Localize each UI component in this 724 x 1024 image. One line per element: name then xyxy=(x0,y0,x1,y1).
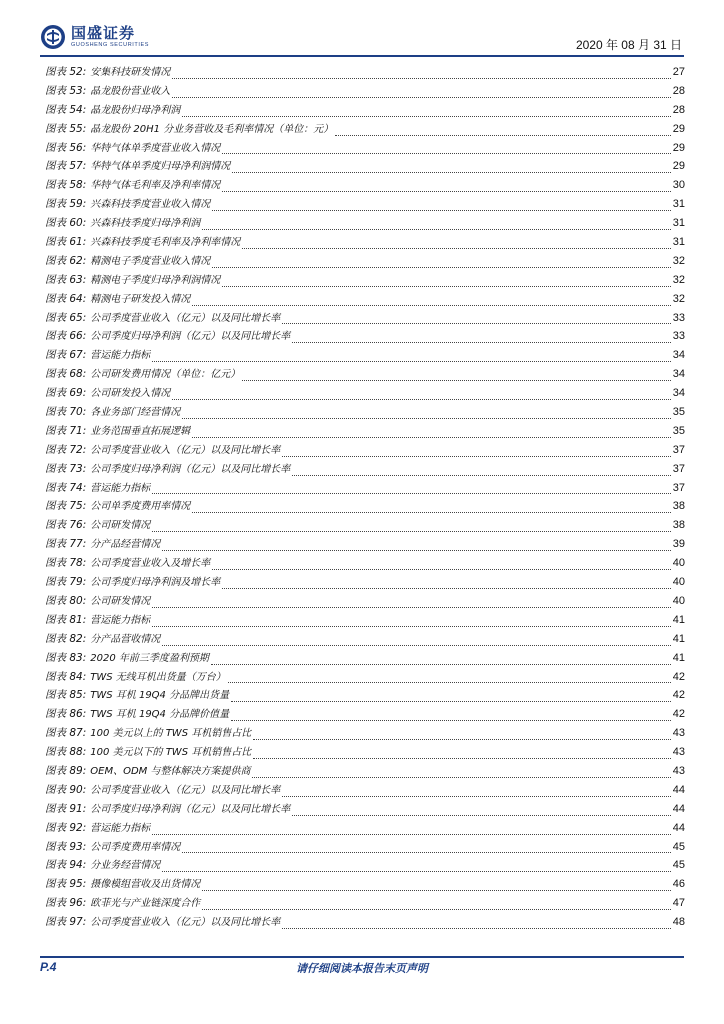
toc-entry[interactable] xyxy=(45,403,685,422)
toc-leader-dots xyxy=(282,455,671,457)
toc-entry-number: 图表 77: xyxy=(45,538,87,551)
toc-entry-page: 28 xyxy=(672,84,685,97)
toc-entry-number: 图表 71: xyxy=(45,424,87,437)
toc-entry[interactable] xyxy=(45,309,685,328)
toc-leader-dots xyxy=(222,152,671,154)
toc-entry-page: 32 xyxy=(672,292,685,305)
toc-entry-page: 46 xyxy=(672,878,685,891)
toc-leader-dots xyxy=(152,360,671,362)
toc-entry-page: 43 xyxy=(672,746,685,759)
toc-entry-number: 图表 64: xyxy=(45,292,87,305)
toc-entry-page: 38 xyxy=(672,500,685,513)
toc-entry-number: 图表 63: xyxy=(45,273,87,286)
guosheng-logo-icon xyxy=(40,24,66,50)
toc-entry-title: 分业务经营情况 xyxy=(90,860,161,872)
header-divider xyxy=(40,55,684,57)
toc-entry-page: 42 xyxy=(672,670,685,683)
toc-entry-page: 28 xyxy=(672,103,685,116)
toc-entry-title: 公司季度归母净利润及增长率 xyxy=(90,577,221,589)
toc-entry-page: 37 xyxy=(672,462,685,475)
footer-disclaimer: 请仔细阅读本报告末页声明 xyxy=(296,962,428,975)
toc-entry-title: 各业务部门经营情况 xyxy=(90,407,181,419)
toc-entry-page: 29 xyxy=(672,141,685,154)
toc-entry[interactable] xyxy=(45,101,685,120)
toc-leader-dots xyxy=(292,341,671,343)
toc-entry-number: 图表 57: xyxy=(45,160,87,173)
toc-leader-dots xyxy=(282,795,671,797)
toc-entry-number: 图表 55: xyxy=(45,122,87,135)
toc-entry[interactable] xyxy=(45,327,685,346)
toc-entry-title: TWS 无线耳机出货量（万台） xyxy=(90,671,226,683)
toc-entry-number: 图表 97: xyxy=(45,916,87,929)
toc-entry-number: 图表 82: xyxy=(45,632,87,645)
toc-entry-page: 34 xyxy=(672,349,685,362)
toc-entry-number: 图表 84: xyxy=(45,670,87,683)
toc-entry[interactable] xyxy=(45,384,685,403)
toc-entry[interactable] xyxy=(45,63,685,82)
toc-leader-dots xyxy=(212,209,671,211)
toc-leader-dots xyxy=(231,700,671,702)
toc-entry[interactable] xyxy=(45,346,685,365)
toc-entry-page: 37 xyxy=(672,481,685,494)
toc-leader-dots xyxy=(192,511,671,513)
toc-entry[interactable] xyxy=(45,120,685,139)
toc-entry-title: 公司研发情况 xyxy=(90,595,151,607)
toc-entry-title: 晶龙股份归母净利润 xyxy=(90,104,181,116)
toc-entry-number: 图表 67: xyxy=(45,349,87,362)
toc-entry[interactable] xyxy=(45,516,685,535)
toc-entry-number: 图表 89: xyxy=(45,764,87,777)
toc-entry-number: 图表 76: xyxy=(45,519,87,532)
toc-entry-number: 图表 87: xyxy=(45,727,87,740)
toc-entry[interactable] xyxy=(45,479,685,498)
toc-leader-dots xyxy=(172,398,671,400)
toc-entry-title: 华特气体单季度归母净利润情况 xyxy=(90,161,231,173)
toc-entry-title: 公司季度归母净利润（亿元）以及同比增长率 xyxy=(90,331,291,343)
toc-entry-title: 摄像模组营收及出货情况 xyxy=(90,879,201,891)
toc-entry-title: 精测电子季度营业收入情况 xyxy=(90,255,211,267)
toc-leader-dots xyxy=(252,776,670,778)
toc-entry[interactable] xyxy=(45,157,685,176)
toc-entry-title: 安集科技研发情况 xyxy=(90,67,171,78)
toc-entry-page: 43 xyxy=(672,764,685,777)
toc-entry-page: 27 xyxy=(672,66,685,78)
toc-entry-page: 40 xyxy=(672,594,685,607)
toc-entry[interactable] xyxy=(45,668,685,687)
toc-entry[interactable] xyxy=(45,875,685,894)
toc-entry-number: 图表 59: xyxy=(45,198,87,211)
toc-leader-dots xyxy=(212,266,671,268)
toc-entry-page: 45 xyxy=(672,840,685,853)
toc-entry-page: 40 xyxy=(672,576,685,589)
toc-entry-page: 48 xyxy=(672,916,685,929)
toc-entry-number: 图表 94: xyxy=(45,859,87,872)
toc-leader-dots xyxy=(152,625,671,627)
toc-entry-number: 图表 90: xyxy=(45,783,87,796)
toc-entry-title: 分产品营收情况 xyxy=(90,633,161,645)
toc-leader-dots xyxy=(182,115,671,117)
toc-entry-title: 公司季度营业收入及增长率 xyxy=(90,558,211,570)
toc-entry-number: 图表 54: xyxy=(45,103,87,116)
toc-entry-number: 图表 95: xyxy=(45,878,87,891)
toc-entry-title: 营运能力指标 xyxy=(90,350,151,362)
toc-entry-page: 29 xyxy=(672,122,685,135)
toc-entry[interactable] xyxy=(45,497,685,516)
toc-entry-page: 37 xyxy=(672,443,685,456)
toc-entry[interactable] xyxy=(45,460,685,479)
page-header xyxy=(0,0,724,60)
toc-leader-dots xyxy=(232,171,671,173)
toc-entry-title: 华特气体毛利率及净利率情况 xyxy=(90,180,221,192)
toc-entry[interactable] xyxy=(45,176,685,195)
brand-name-en: GUOSHENG SECURITIES xyxy=(71,42,150,48)
toc-entry-title: 华特气体单季度营业收入情况 xyxy=(90,142,221,154)
toc-entry-page: 32 xyxy=(672,254,685,267)
brand-logo xyxy=(40,22,149,52)
report-date: 2020 年 08 月 31 日 xyxy=(575,38,682,52)
toc-leader-dots xyxy=(242,379,671,381)
toc-entry-title: 营运能力指标 xyxy=(90,822,151,834)
toc-leader-dots xyxy=(282,322,671,324)
toc-entry-number: 图表 62: xyxy=(45,254,87,267)
toc-leader-dots xyxy=(292,814,671,816)
toc-entry[interactable] xyxy=(45,686,685,705)
toc-entry-page: 39 xyxy=(672,538,685,551)
toc-entry[interactable] xyxy=(45,743,685,762)
toc-leader-dots xyxy=(152,492,671,494)
toc-entry-page: 30 xyxy=(672,179,685,192)
toc-entry-page: 41 xyxy=(672,651,685,664)
toc-entry-number: 图表 96: xyxy=(45,897,87,910)
toc-entry[interactable] xyxy=(45,290,685,309)
toc-leader-dots xyxy=(182,851,671,853)
toc-entry-page: 34 xyxy=(672,387,685,400)
toc-entry-page: 31 xyxy=(672,198,685,211)
toc-entry-title: 欧菲光与产业链深度合作 xyxy=(90,898,201,910)
toc-entry-title: 精测电子研发投入情况 xyxy=(90,293,191,305)
toc-leader-dots xyxy=(231,719,671,721)
toc-entry-page: 35 xyxy=(672,406,685,419)
toc-entry[interactable] xyxy=(45,649,685,668)
toc-entry[interactable] xyxy=(45,630,685,649)
toc-entry-page: 34 xyxy=(672,368,685,381)
toc-entry-number: 图表 79: xyxy=(45,576,87,589)
toc-entry[interactable] xyxy=(45,762,685,781)
toc-entry[interactable] xyxy=(45,554,685,573)
toc-entry-page: 38 xyxy=(672,519,685,532)
toc-entry-page: 42 xyxy=(672,708,685,721)
toc-leader-dots xyxy=(292,474,671,476)
toc-entry-number: 图表 68: xyxy=(45,368,87,381)
toc-entry-title: 公司单季度费用率情况 xyxy=(90,501,191,513)
toc-entry-title: 公司季度营业收入（亿元）以及同比增长率 xyxy=(90,784,281,796)
toc-entry[interactable] xyxy=(45,365,685,384)
toc-entry-page: 33 xyxy=(672,311,685,324)
toc-leader-dots xyxy=(335,134,671,136)
toc-entry[interactable] xyxy=(45,233,685,252)
toc-entry-title: 分产品经营情况 xyxy=(90,539,161,551)
toc-entry-title: 公司季度归母净利润（亿元）以及同比增长率 xyxy=(90,803,291,815)
toc-leader-dots xyxy=(152,606,671,608)
toc-entry[interactable] xyxy=(45,441,685,460)
toc-leader-dots xyxy=(152,833,671,835)
toc-entry-page: 31 xyxy=(672,236,685,249)
footer-divider xyxy=(40,956,684,958)
toc-leader-dots xyxy=(222,285,671,287)
toc-entry-title: 营运能力指标 xyxy=(90,614,151,626)
toc-entry-number: 图表 66: xyxy=(45,330,87,343)
toc-entry[interactable] xyxy=(45,195,685,214)
toc-entry-number: 图表 88: xyxy=(45,746,87,759)
toc-leader-dots xyxy=(192,436,671,438)
toc-entry-page: 44 xyxy=(672,783,685,796)
toc-entry[interactable] xyxy=(45,139,685,158)
toc-entry[interactable] xyxy=(45,271,685,290)
toc-entry[interactable] xyxy=(45,573,685,592)
toc-entry-number: 图表 91: xyxy=(45,802,87,815)
toc-entry-number: 图表 53: xyxy=(45,84,87,97)
toc-entry-title: 晶龙股份 20H1 分业务营收及毛利率情况（单位：元） xyxy=(90,123,334,135)
toc-leader-dots xyxy=(202,228,671,230)
toc-entry-number: 图表 73: xyxy=(45,462,87,475)
toc-entry-number: 图表 56: xyxy=(45,141,87,154)
toc-entry-number: 图表 93: xyxy=(45,840,87,853)
toc-leader-dots xyxy=(253,757,671,759)
toc-entry-number: 图表 92: xyxy=(45,821,87,834)
toc-leader-dots xyxy=(172,77,671,79)
toc-entry-page: 42 xyxy=(672,689,685,702)
toc-entry-title: TWS 耳机 19Q4 分品牌出货量 xyxy=(90,690,230,702)
toc-entry[interactable] xyxy=(45,838,685,857)
toc-entry-number: 图表 69: xyxy=(45,387,87,400)
toc-leader-dots xyxy=(228,681,671,683)
brand-name-cn: 国盛证券 xyxy=(71,24,136,42)
toc-leader-dots xyxy=(212,568,671,570)
toc-entry-title: 公司季度营业收入（亿元）以及同比增长率 xyxy=(90,917,281,929)
toc-entry-title: 营运能力指标 xyxy=(90,482,151,494)
toc-entry-title: 公司季度归母净利润（亿元）以及同比增长率 xyxy=(90,463,291,475)
toc-entry[interactable] xyxy=(45,422,685,441)
toc-entry[interactable] xyxy=(45,913,685,932)
toc-leader-dots xyxy=(152,530,671,532)
toc-leader-dots xyxy=(162,644,671,646)
toc-entry-number: 图表 75: xyxy=(45,500,87,513)
toc-entry-number: 图表 74: xyxy=(45,481,87,494)
toc-entry-title: OEM、ODM 与整体解决方案提供商 xyxy=(90,765,251,777)
toc-entry-number: 图表 58: xyxy=(45,179,87,192)
toc-leader-dots xyxy=(282,927,671,929)
toc-leader-dots xyxy=(242,247,671,249)
toc-entry-number: 图表 78: xyxy=(45,557,87,570)
toc-entry[interactable] xyxy=(45,724,685,743)
toc-entry-page: 44 xyxy=(672,802,685,815)
toc-entry[interactable] xyxy=(45,611,685,630)
toc-entry-title: 100 美元以下的 TWS 耳机销售占比 xyxy=(90,747,252,759)
toc-entry-number: 图表 70: xyxy=(45,406,87,419)
toc-entry-title: 晶龙股份营业收入 xyxy=(90,85,171,97)
figure-list xyxy=(45,63,685,932)
toc-entry-title: 兴森科技季度归母净利润 xyxy=(90,218,201,230)
toc-entry-page: 47 xyxy=(672,897,685,910)
toc-entry[interactable] xyxy=(45,856,685,875)
toc-leader-dots xyxy=(222,190,671,192)
toc-entry-page: 35 xyxy=(672,424,685,437)
toc-entry-number: 图表 52: xyxy=(45,66,87,78)
toc-entry-page: 32 xyxy=(672,273,685,286)
page-number: P.4 xyxy=(40,960,57,974)
toc-entry-page: 29 xyxy=(672,160,685,173)
toc-entry-title: 公司研发投入情况 xyxy=(90,388,171,400)
toc-entry-title: 公司季度营业收入（亿元）以及同比增长率 xyxy=(90,312,281,324)
toc-leader-dots xyxy=(162,549,671,551)
toc-leader-dots xyxy=(162,870,671,872)
toc-entry-title: 兴森科技季度营业收入情况 xyxy=(90,199,211,211)
toc-leader-dots xyxy=(202,908,671,910)
toc-entry-title: 公司研发情况 xyxy=(90,520,151,532)
toc-entry-title: 精测电子季度归母净利润情况 xyxy=(90,274,221,286)
toc-entry-number: 图表 61: xyxy=(45,236,87,249)
toc-entry-title: 兴森科技季度毛利率及净利率情况 xyxy=(90,237,241,249)
toc-entry[interactable] xyxy=(45,252,685,271)
toc-entry-page: 41 xyxy=(672,632,685,645)
toc-entry-title: 100 美元以上的 TWS 耳机销售占比 xyxy=(90,728,252,740)
toc-entry[interactable] xyxy=(45,82,685,101)
toc-entry[interactable] xyxy=(45,894,685,913)
toc-entry-number: 图表 86: xyxy=(45,708,87,721)
toc-entry-page: 43 xyxy=(672,727,685,740)
toc-entry-number: 图表 81: xyxy=(45,613,87,626)
toc-entry-title: 公司季度费用率情况 xyxy=(90,841,181,853)
toc-entry-page: 45 xyxy=(672,859,685,872)
toc-leader-dots xyxy=(253,738,671,740)
toc-entry-number: 图表 83: xyxy=(45,651,87,664)
toc-leader-dots xyxy=(182,417,671,419)
toc-entry-page: 44 xyxy=(672,821,685,834)
toc-entry-page: 31 xyxy=(672,217,685,230)
toc-entry-number: 图表 65: xyxy=(45,311,87,324)
toc-entry-number: 图表 60: xyxy=(45,217,87,230)
toc-entry[interactable] xyxy=(45,781,685,800)
toc-entry[interactable] xyxy=(45,819,685,838)
toc-leader-dots xyxy=(172,96,671,98)
toc-leader-dots xyxy=(211,663,671,665)
toc-entry[interactable] xyxy=(45,214,685,233)
toc-entry-title: 公司季度营业收入（亿元）以及同比增长率 xyxy=(90,444,281,456)
toc-leader-dots xyxy=(192,304,671,306)
toc-entry-title: 公司研发费用情况（单位：亿元） xyxy=(90,369,241,381)
toc-entry[interactable] xyxy=(45,800,685,819)
toc-leader-dots xyxy=(222,587,671,589)
toc-entry-page: 40 xyxy=(672,557,685,570)
toc-entry-number: 图表 72: xyxy=(45,443,87,456)
toc-entry-title: 2020 年前三季度盈利预期 xyxy=(90,652,209,664)
toc-entry-page: 41 xyxy=(672,613,685,626)
toc-entry[interactable] xyxy=(45,705,685,724)
toc-entry-number: 图表 80: xyxy=(45,594,87,607)
toc-entry-page: 33 xyxy=(672,330,685,343)
toc-leader-dots xyxy=(202,889,671,891)
toc-entry-number: 图表 85: xyxy=(45,689,87,702)
toc-entry-title: TWS 耳机 19Q4 分品牌价值量 xyxy=(90,709,230,721)
toc-entry-title: 业务范围垂直拓展逻辑 xyxy=(90,425,191,437)
toc-entry[interactable] xyxy=(45,535,685,554)
toc-entry[interactable] xyxy=(45,592,685,611)
